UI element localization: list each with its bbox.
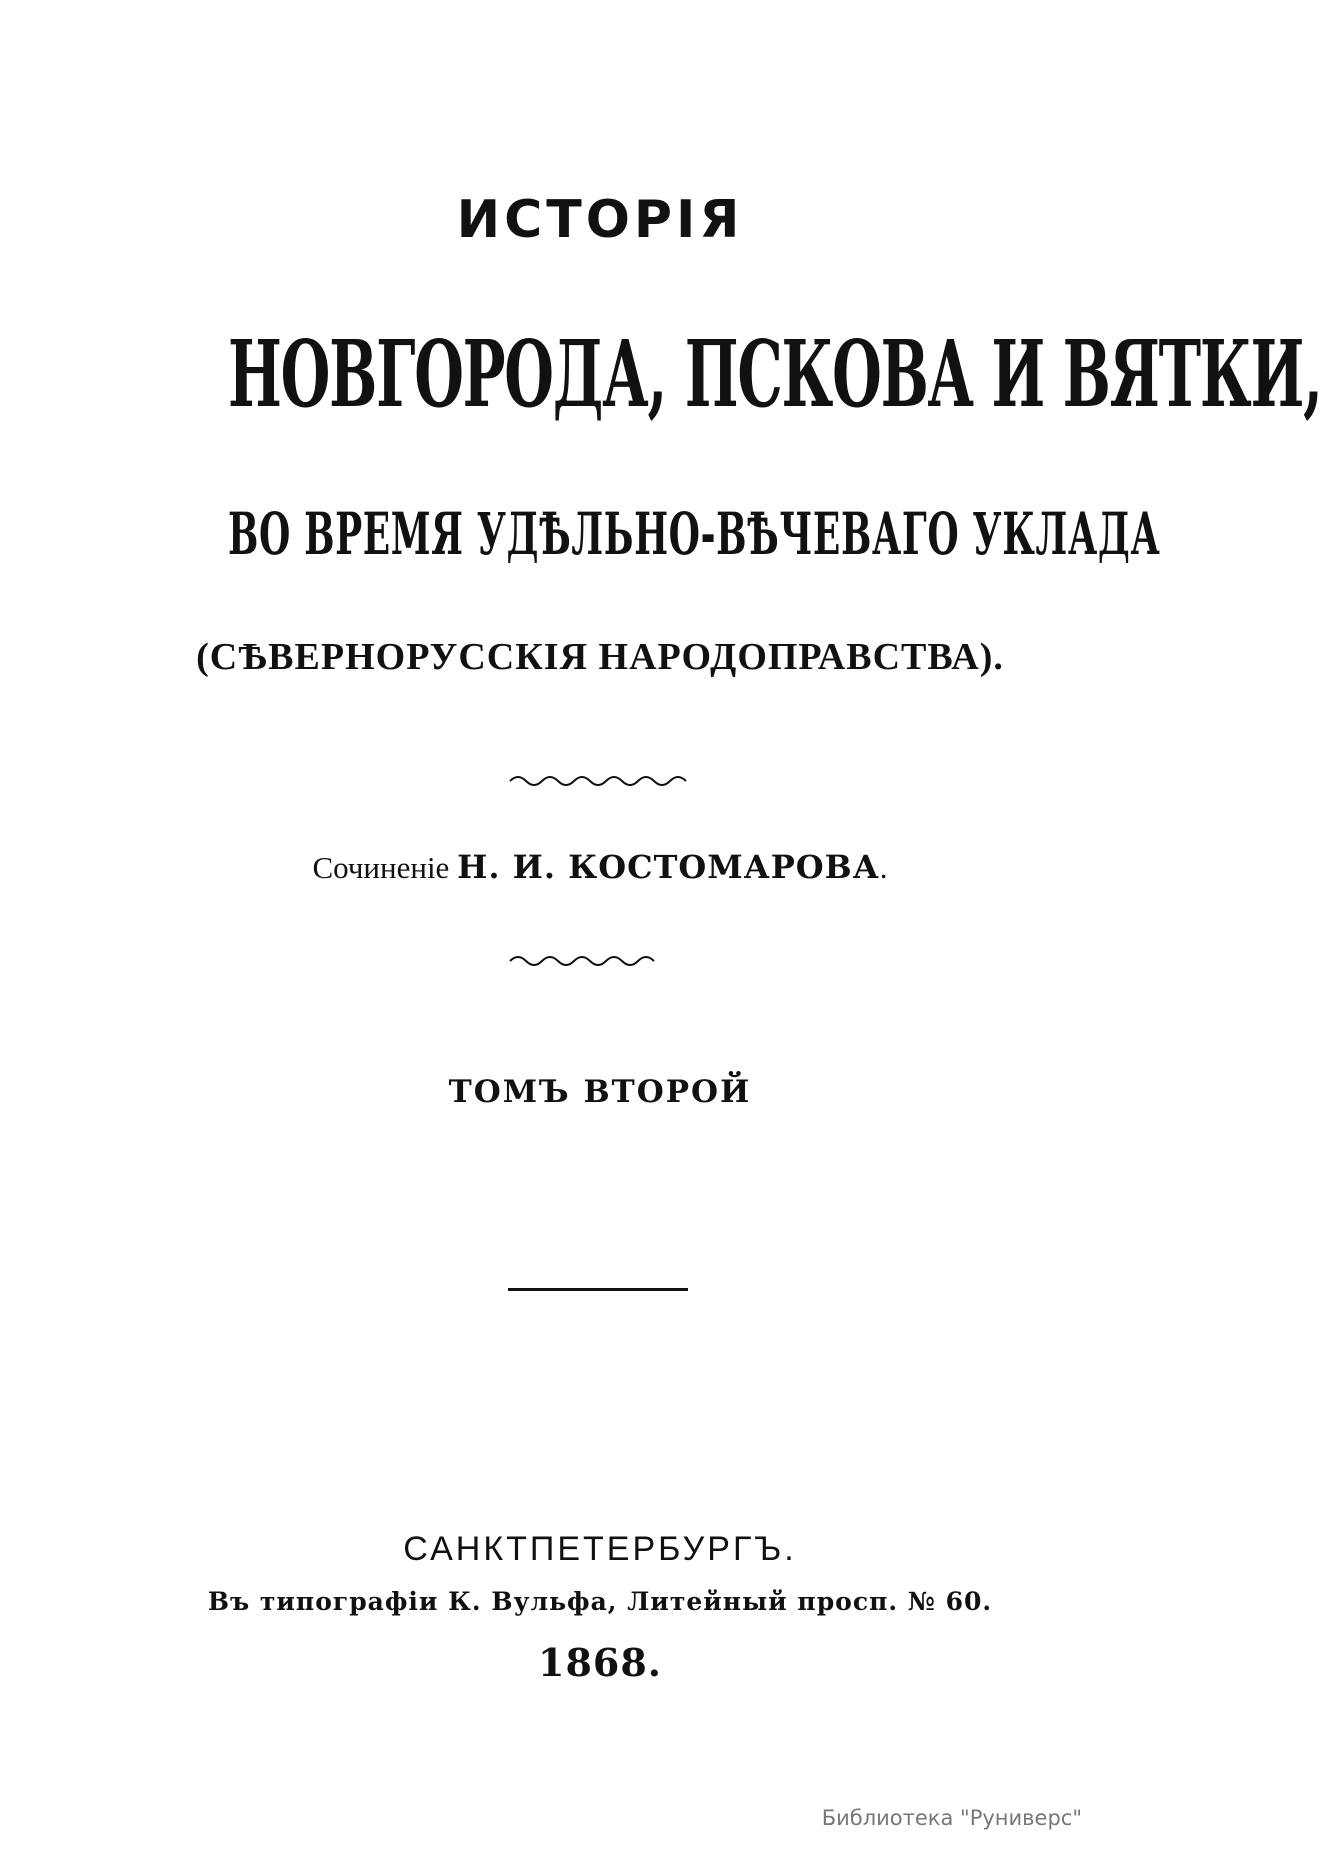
series-title: ИСТОРІЯ [456,190,744,250]
library-watermark: Библиотека "Руниверс" [821,1806,1082,1830]
publication-year: 1868. [538,1640,662,1685]
subtitle: ВО ВРЕМЯ УДѢЛЬНО-ВѢЧЕВАГО УКЛАДА [228,500,1161,568]
parenthetical-subtitle: (СѢВЕРНОРУССКІЯ НАРОДОПРАВСТВА). [196,636,1004,678]
author-prefix: Сочиненіе [312,850,450,885]
wavy-ornament-bottom [508,952,658,968]
author-name: Н. И. КОСТОМАРОВА [457,848,880,886]
printer-imprint: Въ типографіи К. Вульфа, Литейный просп. № 60. [207,1587,993,1616]
horizontal-rule [508,1288,688,1291]
author-suffix: . [879,850,888,885]
volume-number: ТОМЪ ВТОРОЙ [448,1074,752,1110]
author-line [0,848,1200,886]
main-title: НОВГОРОДА, ПСКОВА И ВЯТКИ, [228,320,1322,428]
wavy-ornament-top [508,772,692,788]
publication-city: САНКТПЕТЕРБУРГЪ. [403,1530,797,1568]
